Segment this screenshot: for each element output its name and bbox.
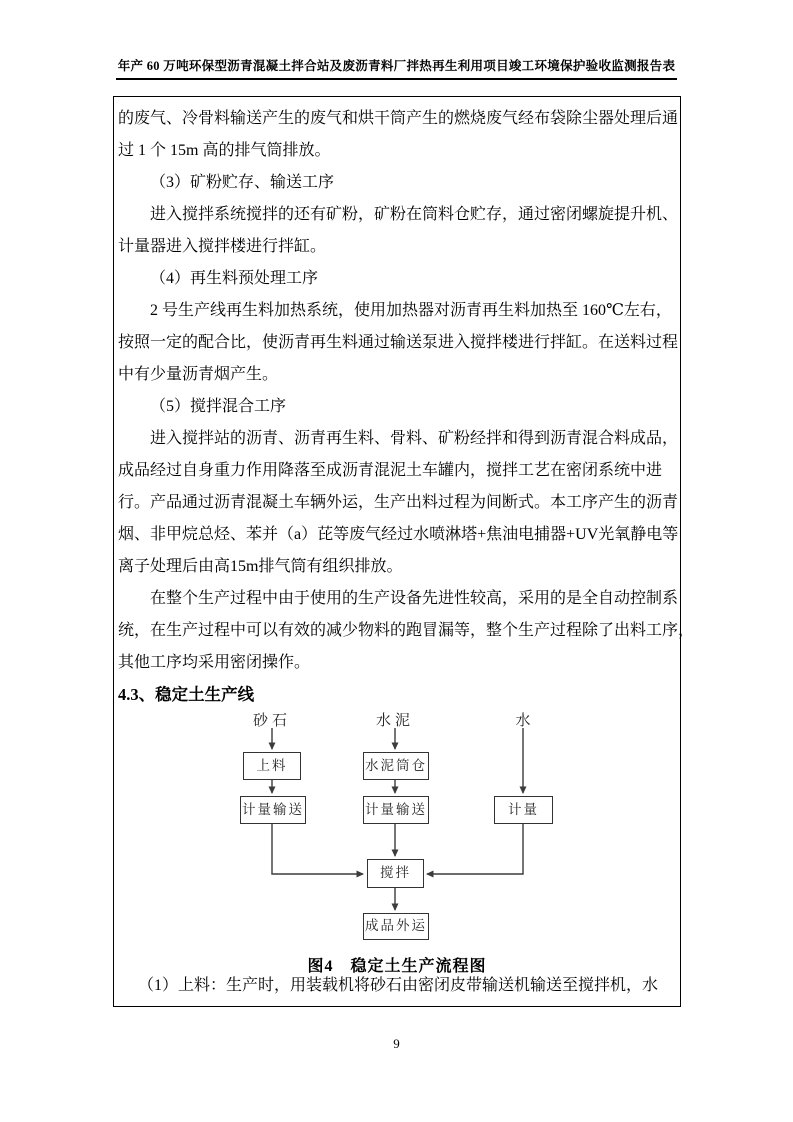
flow-box-metering: 计量 (494, 796, 553, 824)
body-line: 计量器进入搅拌楼进行拌缸。 (118, 238, 327, 255)
flow-box-product-out: 成品外运 (363, 913, 429, 940)
body-line: 过 1 个 15m 高的排气筒排放。 (118, 142, 331, 159)
document-header-title: 年产 60 万吨环保型沥青混凝土拌合站及废沥青料厂拌热再生利用项目竣工环境保护验收监测报告表 (116, 56, 677, 80)
section-heading: 4.3、稳定土生产线 (118, 685, 255, 704)
flow-box-metering-convey-left: 计量输送 (240, 796, 306, 824)
content-frame (113, 96, 695, 1007)
paragraph-item-1: （1）上料：生产时，用装载机将砂石由密闭皮带输送机输送至搅拌机，水 (138, 977, 659, 994)
source-label-cement: 水泥 (375, 713, 415, 729)
page-number: 9 (393, 1036, 400, 1051)
body-line: 行。产品通过沥青混凝土车辆外运，生产出料过程为间断式。本工序产生的沥青 (118, 494, 679, 511)
body-line: 成品经过自身重力作用降落至成沥青混泥土车罐内，搅拌工艺在密闭系统中进 (118, 462, 663, 479)
body-line: 离子处理后由高15m排气筒有组织排放。 (118, 558, 403, 575)
body-line: 在整个生产过程中由于使用的生产设备先进性较高，采用的是全自动控制系 (150, 590, 679, 607)
body-line: 进入搅拌系统搅拌的还有矿粉，矿粉在筒料仓贮存，通过密闭螺旋提升机、 (150, 206, 679, 223)
body-line: 中有少量沥青烟产生。 (118, 366, 279, 383)
body-line: （3）矿粉贮存、输送工序 (150, 174, 335, 191)
body-line: （5）搅拌混合工序 (150, 398, 287, 415)
source-label-sand: 砂石 (252, 713, 292, 729)
body-line: 统，在生产过程中可以有效的减少物料的跑冒漏等，整个生产过程除了出料工序， (118, 622, 695, 639)
flow-box-feed: 上料 (243, 752, 301, 780)
body-line: 进入搅拌站的沥青、沥青再生料、骨料、矿粉经拌和得到沥青混合料成品， (150, 430, 679, 447)
flow-box-mixing: 搅拌 (367, 859, 424, 888)
body-line: （4）再生料预处理工序 (150, 270, 319, 287)
body-line: 按照一定的配合比，使沥青再生料通过输送泵进入搅拌楼进行拌缸。在送料过程 (118, 334, 679, 351)
body-line: 的废气、冷骨料输送产生的废气和烘干筒产生的燃烧废气经布袋除尘器处理后通 (118, 110, 679, 127)
figure-caption: 图4 稳定土生产流程图 (307, 958, 487, 975)
flow-box-cement-silo: 水泥筒仓 (363, 752, 429, 780)
body-line: 2 号生产线再生料加热系统，使用加热器对沥青再生料加热至 160℃左右， (150, 302, 672, 319)
body-line: 其他工序均采用密闭操作。 (118, 654, 311, 671)
source-label-water: 水 (515, 713, 531, 729)
body-text (118, 103, 695, 711)
stabilized-soil-flowchart (114, 707, 680, 952)
body-line: 烟、非甲烷总烃、苯并（a）芘等废气经过水喷淋塔+焦油电捕器+UV光氧静电等 (118, 526, 679, 543)
flow-box-metering-convey-middle: 计量输送 (363, 796, 429, 824)
